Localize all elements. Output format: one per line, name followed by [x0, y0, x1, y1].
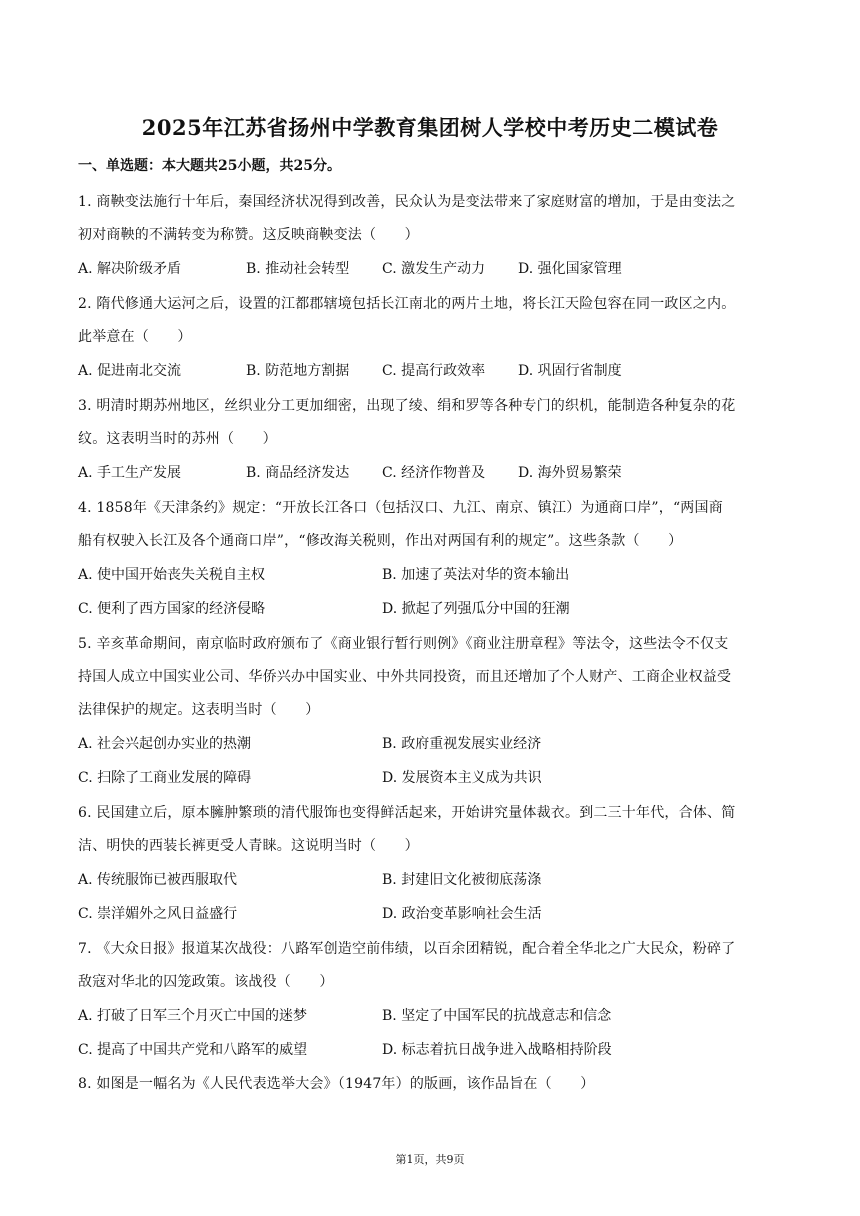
question-5-option-d: D. 发展资本主义成为共识	[382, 770, 542, 786]
question-3-option-c: C. 经济作物普及	[382, 465, 486, 481]
question-2-option-b: B. 防范地方割据	[246, 363, 350, 379]
question-5-line-3: 法律保护的规定。这表明当时（ ）	[78, 702, 320, 718]
question-4-line-1: 4. 1858年《天津条约》规定：“开放长江各口（包括汉口、九江、南京、镇江）为通商口岸”，“两国商	[78, 500, 723, 516]
question-5-line-1: 5. 辛亥革命期间，南京临时政府颁布了《商业银行暂行则例》《商业注册章程》等法令，这些法令不仅支	[78, 636, 729, 652]
question-5-line-2: 持国人成立中国实业公司、华侨兴办中国实业、中外共同投资，而且还增加了个人财产、工商企业权益受	[78, 669, 732, 685]
question-4-option-c: C. 便利了西方国家的经济侵略	[78, 601, 266, 617]
question-6-line-1: 6. 民国建立后，原本臃肿繁琐的清代服饰也变得鲜活起来，开始讲究量体裁衣。到二三十年代，合体、简	[78, 805, 736, 821]
question-1-option-d: D. 强化国家管理	[518, 261, 622, 277]
question-2-option-d: D. 巩固行省制度	[518, 363, 622, 379]
section-heading: 一、单选题：本大题共25小题，共25分。	[78, 158, 341, 174]
question-6-option-c: C. 崇洋媚外之风日益盛行	[78, 906, 238, 922]
question-7-option-c: C. 提高了中国共产党和八路军的威望	[78, 1042, 308, 1058]
question-7-line-1: 7. 《大众日报》报道某次战役：八路军创造空前伟绩，以百余团精锐，配合着全华北之广大民众，粉碎了	[78, 941, 736, 957]
question-4-line-2: 船有权驶入长江及各个通商口岸”，“修改海关税则，作出对两国有利的规定”。这些条款（ ）	[78, 533, 683, 549]
question-6-option-a: A. 传统服饰已被西服取代	[78, 872, 238, 888]
question-7-option-b: B. 坚定了中国军民的抗战意志和信念	[382, 1008, 612, 1024]
question-4-option-a: A. 使中国开始丧失关税自主权	[78, 567, 266, 583]
question-3-line-2: 纹。这表明当时的苏州（ ）	[78, 431, 277, 447]
question-4-option-d: D. 掀起了列强瓜分中国的狂潮	[382, 601, 570, 617]
question-4-option-b: B. 加速了英法对华的资本输出	[382, 567, 570, 583]
question-5-option-a: A. 社会兴起创办实业的热潮	[78, 736, 252, 752]
question-7-line-2: 敌寇对华北的囚笼政策。该战役（ ）	[78, 974, 334, 990]
question-3-option-a: A. 手工生产发展	[78, 465, 182, 481]
page-title: 2025年江苏省扬州中学教育集团树人学校中考历史二模试卷	[141, 115, 719, 140]
question-1-line-2: 初对商鞅的不满转变为称赞。这反映商鞅变法（ ）	[78, 227, 419, 243]
question-3-option-b: B. 商品经济发达	[246, 465, 350, 481]
question-3-option-d: D. 海外贸易繁荣	[518, 465, 622, 481]
question-1-option-c: C. 激发生产动力	[382, 261, 486, 277]
question-2-option-a: A. 促进南北交流	[78, 363, 182, 379]
question-6-line-2: 洁、明快的西装长裤更受人青睐。这说明当时（ ）	[78, 838, 419, 854]
question-8-line-1: 8. 如图是一幅名为《人民代表选举大会》（1947年）的版画，该作品旨在（ ）	[78, 1076, 595, 1092]
question-1-option-a: A. 解决阶级矛盾	[78, 261, 182, 277]
question-2-line-2: 此举意在（ ）	[78, 329, 192, 345]
question-7-option-a: A. 打破了日军三个月灭亡中国的迷梦	[78, 1008, 308, 1024]
question-3-line-1: 3. 明清时期苏州地区，丝织业分工更加细密，出现了绫、绢和罗等各种专门的织机，能制造各种复杂的花	[78, 398, 736, 414]
question-2-line-1: 2. 隋代修通大运河之后，设置的江都郡辖境包括长江南北的两片土地，将长江天险包容在同一政区之内。	[78, 296, 736, 312]
question-1-line-1: 1. 商鞅变法施行十年后，秦国经济状况得到改善，民众认为是变法带来了家庭财富的增加，于是由变法之	[78, 194, 736, 210]
question-7-option-d: D. 标志着抗日战争进入战略相持阶段	[382, 1042, 612, 1058]
question-6-option-b: B. 封建旧文化被彻底荡涤	[382, 872, 542, 888]
page-footer: 第1页，共9页	[395, 1153, 465, 1166]
question-1-option-b: B. 推动社会转型	[246, 261, 350, 277]
question-5-option-b: B. 政府重视发展实业经济	[382, 736, 542, 752]
question-5-option-c: C. 扫除了工商业发展的障碍	[78, 770, 252, 786]
question-2-option-c: C. 提高行政效率	[382, 363, 486, 379]
question-6-option-d: D. 政治变革影响社会生活	[382, 906, 542, 922]
